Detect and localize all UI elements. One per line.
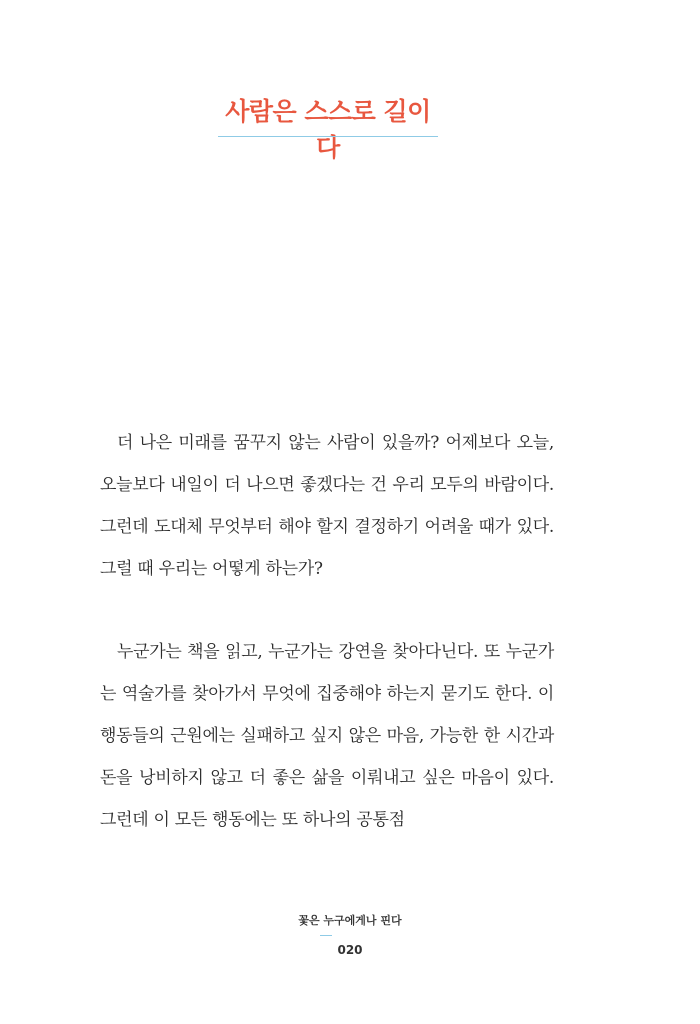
body-paragraph: 더 나은 미래를 꿈꾸지 않는 사람이 있을까? 어제보다 오늘, 오늘보다 내일이 더 나으면 좋겠다는 건 우리 모두의 바람이다. 그런데 도대체 무엇부터 해야 할지 결정하기 어려울 때가 있다. 그럴 때 우리는 어떻게 하는가? — [100, 433, 554, 579]
chapter-title: 사람은 스스로 길이다 — [225, 97, 431, 162]
title-underline — [218, 136, 438, 137]
running-footer-book-title: 꽃은 누구에게나 핀다 — [298, 914, 402, 927]
footer-divider — [320, 935, 332, 936]
body-paragraph: 누군가는 책을 읽고, 누군가는 강연을 찾아다닌다. 또 누군가는 역술가를 찾아가서 무엇에 집중해야 하는지 묻기도 한다. 이 행동들의 근원에는 실패하고 싶지 않은 마음, 가능한 한 시간과 돈을 낭비하지 않고 더 좋은 삶을 이뤄내고 싶은 마음이 있다. 그런데 이 모든 행동에는 또 하나의 공통점 — [100, 642, 554, 830]
page-number: 020 — [337, 943, 363, 957]
